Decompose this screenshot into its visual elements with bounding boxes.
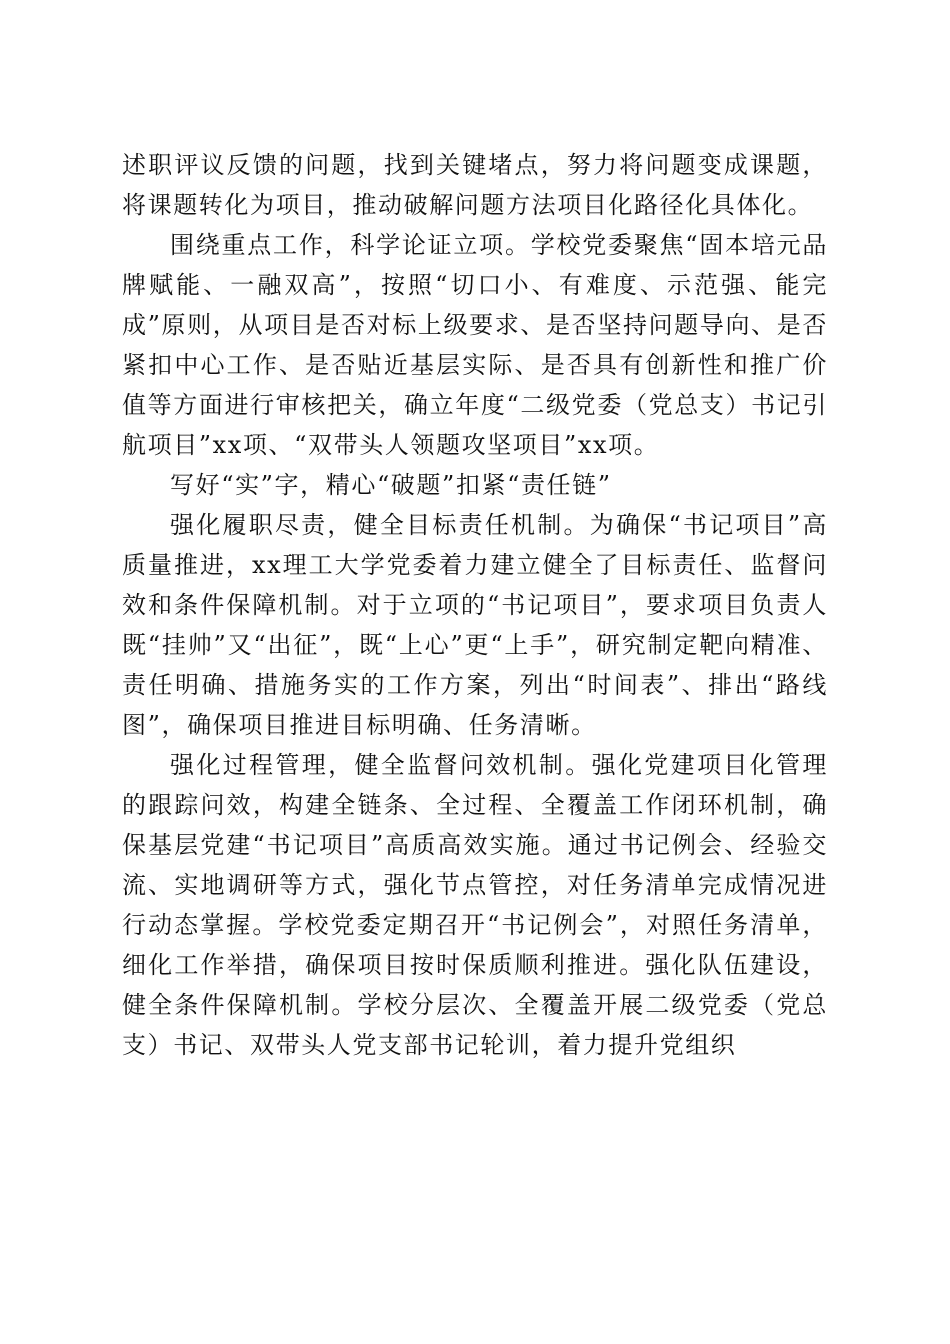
section-heading: 写好“实”字，精心“破题”扣紧“责任链” <box>170 471 612 499</box>
paragraph-process-management: 强化过程管理，健全监督问效机制。强化党建项目化管理的跟踪问效，构建全链条、全过程、全覆盖工作闭环机制，确保基层党建“书记项目”高质高效实施。通过书记例会、经验交流、实地调研等方式，强化节点管控，对任务清单完成情况进行动态掌握。学校党委定期召开“书记例会”，对照任务清单，细化工作举措，确保项目按时保质顺利推进。强化队伍建设，健全条件保障机制。学校分层次、全覆盖开展二级党委（党总支）书记、双带头人党支部书记轮训，着力提升党组织 <box>122 751 828 1059</box>
paragraph-continuation: 述职评议反馈的问题，找到关键堵点，努力将问题变成课题，将课题转化为项目，推动破解问题方法项目化路径化具体化。 <box>122 151 828 219</box>
paragraph-responsibility: 强化履职尽责，健全目标责任机制。为确保“书记项目”高质量推进，xx理工大学党委着力建立健全了目标责任、监督问效和条件保障机制。对于立项的“书记项目”，要求项目负责人既“挂帅”又“出征”，既“上心”更“上手”，研究制定靶向精准、责任明确、措施务实的工作方案，列出“时间表”、排出“路线图”，确保项目推进目标明确、任务清晰。 <box>122 511 828 739</box>
document-body <box>122 145 828 1065</box>
paragraph-project-selection: 围绕重点工作，科学论证立项。学校党委聚焦“固本培元品牌赋能、一融双高”，按照“切口小、有难度、示范强、能完成”原则，从项目是否对标上级要求、是否坚持问题导向、是否紧扣中心工作、是否贴近基层实际、是否具有创新性和推广价值等方面进行审核把关，确立年度“二级党委（党总支）书记引航项目”xx项、“双带头人领题攻坚项目”xx项。 <box>122 231 828 459</box>
